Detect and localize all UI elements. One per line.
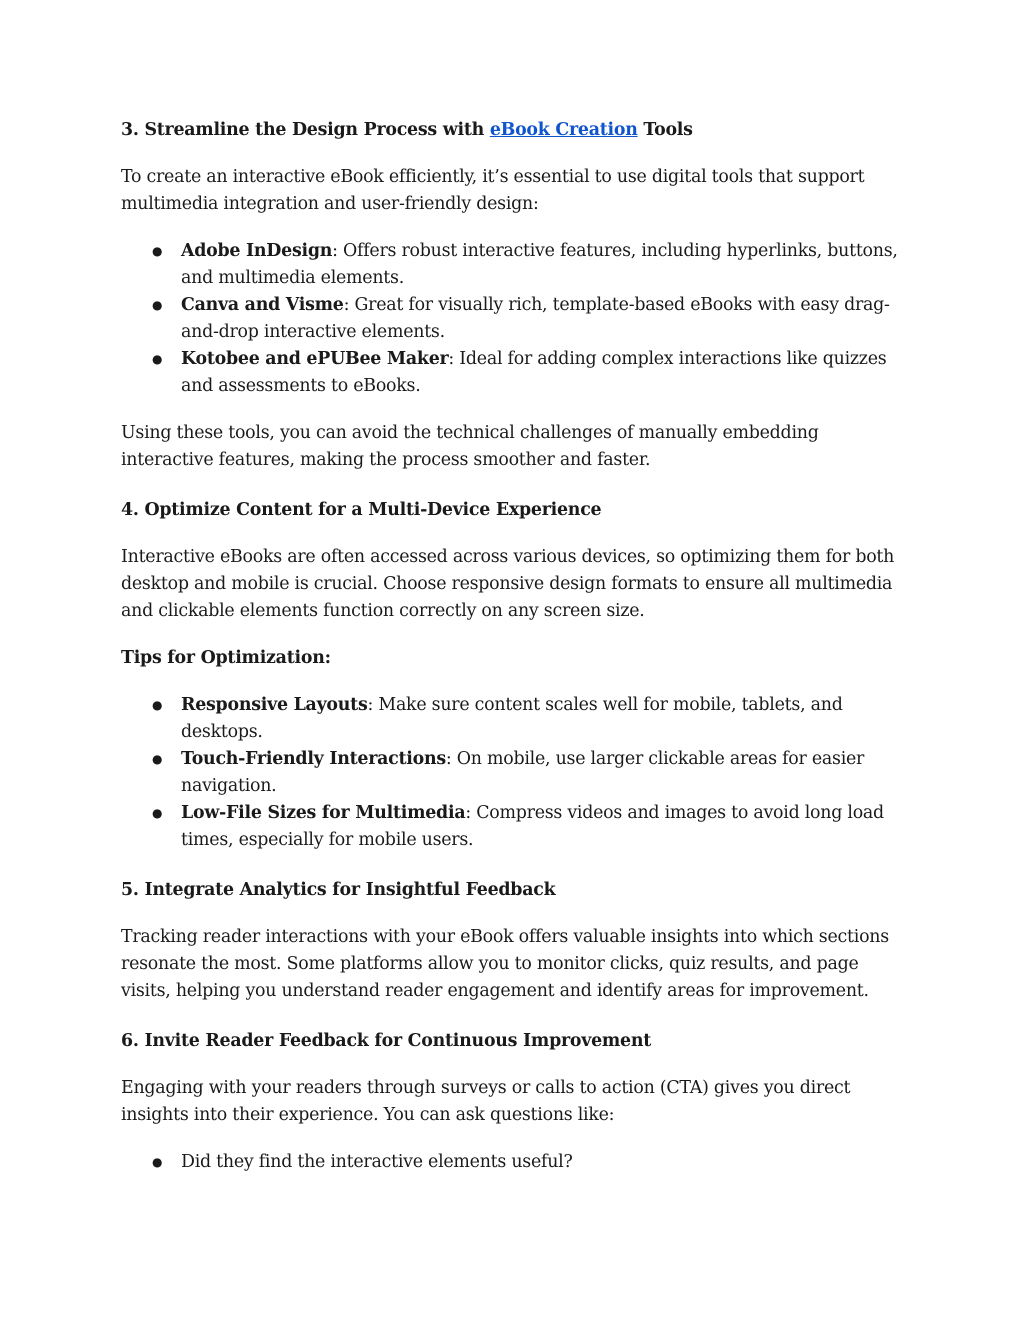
bullet-icon: ●	[152, 244, 163, 258]
section-3-heading	[121, 117, 911, 144]
section-3-outro: Using these tools, you can avoid the technical challenges of manually embedding interactive features, making the process smoother and faster.	[121, 423, 819, 470]
section-6-body: Engaging with your readers through surveys or calls to action (CTA) gives you direct insights into their experience. You can ask questions like:	[121, 1078, 851, 1125]
list-item	[152, 692, 911, 746]
section-5-heading: 5. Integrate Analytics for Insightful Feedback	[121, 880, 556, 900]
tips-heading: Tips for Optimization:	[121, 648, 331, 668]
list-item-text: : Ideal for adding complex interactions like quizzes and assessments to eBooks.	[181, 349, 887, 396]
list-item	[152, 292, 911, 346]
list-item-text: : Great for visually rich, template-based eBooks with easy drag-and-drop interactive elements.	[181, 295, 890, 342]
list-item-term: Low-File Sizes for Multimedia	[181, 803, 466, 823]
section-6-heading: 6. Invite Reader Feedback for Continuous Improvement	[121, 1031, 652, 1051]
list-item	[152, 1149, 911, 1176]
list-item	[152, 346, 911, 400]
bullet-icon: ●	[152, 352, 163, 366]
list-item-term: Responsive Layouts	[181, 695, 368, 715]
bullet-icon: ●	[152, 806, 163, 820]
section-6-question-list	[121, 1149, 911, 1176]
list-item	[152, 238, 911, 292]
list-item-term: Touch-Friendly Interactions	[181, 749, 446, 769]
list-item-term: Adobe InDesign	[181, 241, 333, 261]
list-item-text: : Offers robust interactive features, including hyperlinks, buttons, and multimedia elements.	[181, 241, 898, 288]
section-3-intro: To create an interactive eBook efficiently, it’s essential to use digital tools that support multimedia integration and user-friendly design:	[121, 167, 865, 214]
list-item-text: : Compress videos and images to avoid long load times, especially for mobile users.	[181, 803, 884, 850]
section-3-tool-list	[121, 238, 911, 400]
list-item-text: : On mobile, use larger clickable areas for easier navigation.	[181, 749, 865, 796]
list-item	[152, 800, 911, 854]
list-item-term: Kotobee and ePUBee Maker	[181, 349, 449, 369]
section-3-heading-prefix: 3. Streamline the Design Process with	[121, 120, 490, 140]
list-item-text: Did they find the interactive elements useful?	[181, 1152, 573, 1172]
bullet-icon: ●	[152, 698, 163, 712]
list-item-term: Canva and Visme	[181, 295, 344, 315]
bullet-icon: ●	[152, 752, 163, 766]
list-item-text: : Make sure content scales well for mobile, tablets, and desktops.	[181, 695, 843, 742]
document-page	[121, 117, 911, 1176]
ebook-creation-link[interactable]: eBook Creation	[489, 120, 638, 140]
bullet-icon: ●	[152, 1155, 163, 1169]
list-item	[152, 746, 911, 800]
section-3-heading-suffix: Tools	[637, 120, 693, 140]
section-4-body: Interactive eBooks are often accessed across various devices, so optimizing them for both desktop and mobile is crucial. Choose responsive design formats to ensure all multimedia and clickable elements function correctly on any screen size.	[121, 547, 895, 621]
section-4-tips-list	[121, 692, 911, 854]
section-5-body: Tracking reader interactions with your eBook offers valuable insights into which sections resonate the most. Some platforms allow you to monitor clicks, quiz results, and page visits, helping you understand reader engagement and identify areas for improvement.	[121, 927, 889, 1001]
section-4-heading: 4. Optimize Content for a Multi-Device Experience	[121, 500, 602, 520]
bullet-icon: ●	[152, 298, 163, 312]
